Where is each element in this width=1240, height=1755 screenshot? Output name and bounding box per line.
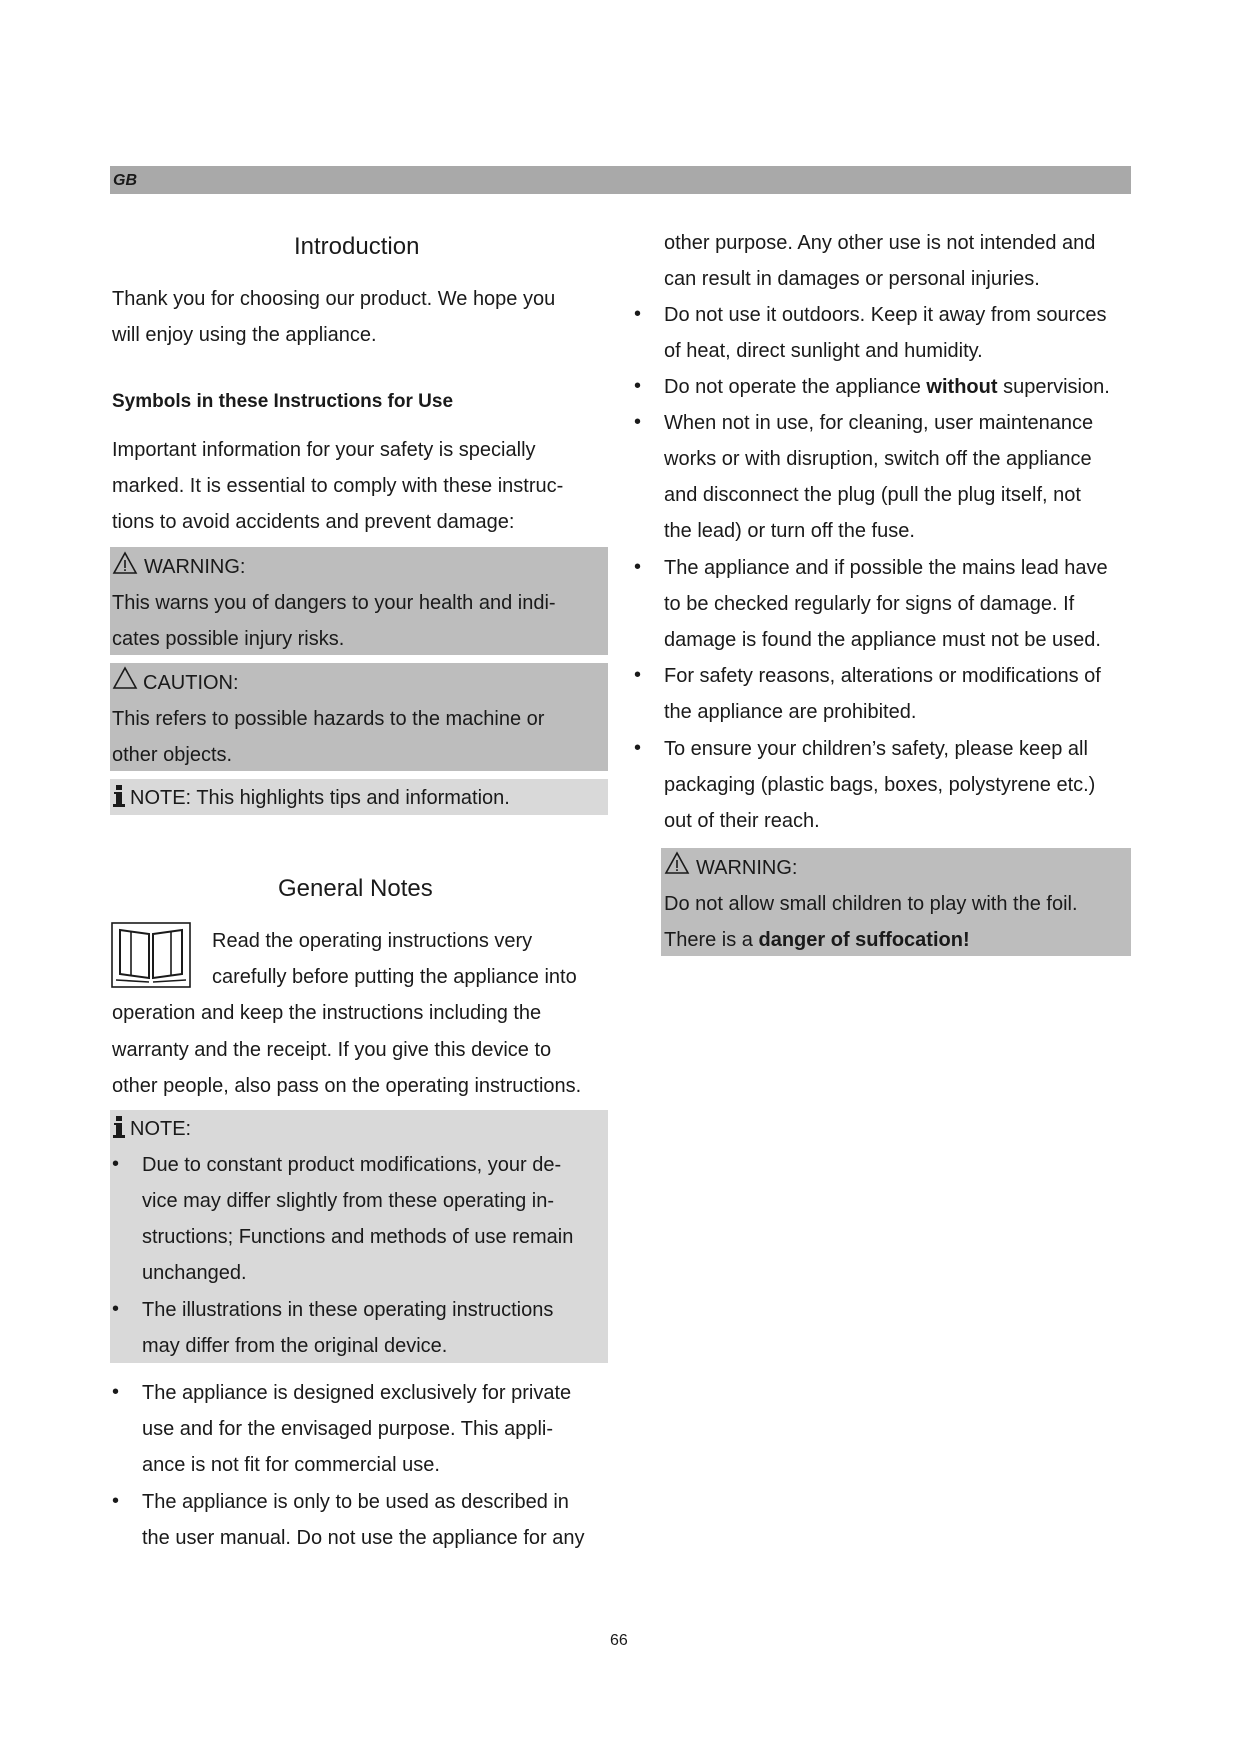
warning-emphasis: danger of suffocation! (758, 929, 970, 951)
bullet-marker: • (634, 375, 642, 397)
note-bullet-line: The illustrations in these operating instructions (142, 1299, 554, 1321)
bullet-marker: • (112, 1153, 120, 1175)
warning-label: WARNING: (144, 556, 246, 578)
note-bullet-line: Due to constant product modifications, your de- (142, 1154, 562, 1176)
caution-label: CAUTION: (143, 672, 239, 694)
supervision-text: Do not operate the appliance (664, 376, 921, 398)
bullet-line: ance is not fit for commercial use. (142, 1454, 440, 1476)
bullet-line: damage is found the appliance must not be used. (664, 629, 1101, 651)
bullet-line: For safety reasons, alterations or modifications of (664, 665, 1101, 687)
bullet-line: to be checked regularly for signs of damage. If (664, 593, 1075, 615)
language-tag: GB (113, 172, 137, 189)
bullet-marker: • (112, 1381, 120, 1403)
warning-text: Do not allow small children to play with the foil. (664, 893, 1078, 915)
note-bullet-line: structions; Functions and methods of use remain (142, 1226, 574, 1248)
supervision-text: supervision. (1003, 376, 1110, 398)
warning-triangle-icon (112, 551, 138, 580)
caution-triangle-icon (112, 666, 138, 695)
supervision-line (664, 375, 1110, 399)
note-bullet-line: vice may differ slightly from these operating in- (142, 1190, 555, 1212)
info-icon (113, 785, 125, 812)
warning-text-line (664, 928, 970, 952)
bullet-line: use and for the envisaged purpose. This appli- (142, 1418, 554, 1440)
caution-text: This refers to possible hazards to the machine or (112, 708, 545, 730)
bullet-marker: • (634, 737, 642, 759)
note-label: NOTE: (130, 1118, 192, 1140)
general-line: other people, also pass on the operating instructions. (112, 1075, 582, 1097)
intro-line: Thank you for choosing our product. We hope you (112, 288, 556, 310)
warning-text: This warns you of dangers to your health and indi- (112, 592, 556, 614)
bullet-marker: • (634, 303, 642, 325)
bullet-line: works or with disruption, switch off the appliance (664, 448, 1092, 470)
symbols-line: marked. It is essential to comply with these instruc- (112, 475, 564, 497)
warning-text: cates possible injury risks. (112, 628, 345, 650)
bullet-marker: • (112, 1298, 120, 1320)
bullet-line: and disconnect the plug (pull the plug itself, not (664, 484, 1081, 506)
note-inline (130, 786, 510, 810)
note-label: NOTE: (130, 787, 192, 809)
general-line: warranty and the receipt. If you give this device to (112, 1039, 552, 1061)
warning-triangle-icon (664, 851, 690, 880)
general-line: Read the operating instructions very (212, 930, 533, 952)
bullet-line: the user manual. Do not use the appliance for any (142, 1527, 585, 1549)
caution-text: other objects. (112, 744, 233, 766)
introduction-heading: Introduction (294, 233, 420, 260)
open-book-icon (111, 922, 191, 993)
bullet-marker: • (634, 664, 642, 686)
bullet-line: packaging (plastic bags, boxes, polystyrene etc.) (664, 774, 1096, 796)
bullet-line: When not in use, for cleaning, user maintenance (664, 412, 1094, 434)
bullet-line: of heat, direct sunlight and humidity. (664, 340, 983, 362)
continued-line: other purpose. Any other use is not intended and (664, 232, 1096, 254)
bullet-line: The appliance and if possible the mains lead have (664, 557, 1108, 579)
note-text: This highlights tips and information. (196, 787, 510, 809)
warning-text: There is a (664, 929, 753, 951)
symbols-heading: Symbols in these Instructions for Use (112, 391, 454, 412)
bullet-line: To ensure your children’s safety, please keep all (664, 738, 1088, 760)
symbols-line: tions to avoid accidents and prevent damage: (112, 511, 515, 533)
supervision-emphasis: without (926, 376, 998, 398)
intro-line: will enjoy using the appliance. (112, 324, 377, 346)
bullet-line: out of their reach. (664, 810, 820, 832)
continued-line: can result in damages or personal injuries. (664, 268, 1040, 290)
bullet-line: The appliance is designed exclusively for private (142, 1382, 572, 1404)
note-bullet-line: unchanged. (142, 1262, 247, 1284)
bullet-marker: • (112, 1490, 120, 1512)
bullet-line: the lead) or turn off the fuse. (664, 520, 915, 542)
symbols-line: Important information for your safety is specially (112, 439, 536, 461)
general-line: carefully before putting the appliance into (212, 966, 577, 988)
bullet-marker: • (634, 411, 642, 433)
general-notes-heading: General Notes (278, 875, 433, 902)
bullet-line: Do not use it outdoors. Keep it away from sources (664, 304, 1107, 326)
warning-label: WARNING: (696, 857, 798, 879)
page-number: 66 (610, 1632, 628, 1649)
note-bullet-line: may differ from the original device. (142, 1335, 448, 1357)
header-band (110, 166, 1131, 194)
general-line: operation and keep the instructions including the (112, 1002, 542, 1024)
bullet-marker: • (634, 556, 642, 578)
info-icon (113, 1116, 125, 1143)
bullet-line: the appliance are prohibited. (664, 701, 917, 723)
bullet-line: The appliance is only to be used as described in (142, 1491, 569, 1513)
